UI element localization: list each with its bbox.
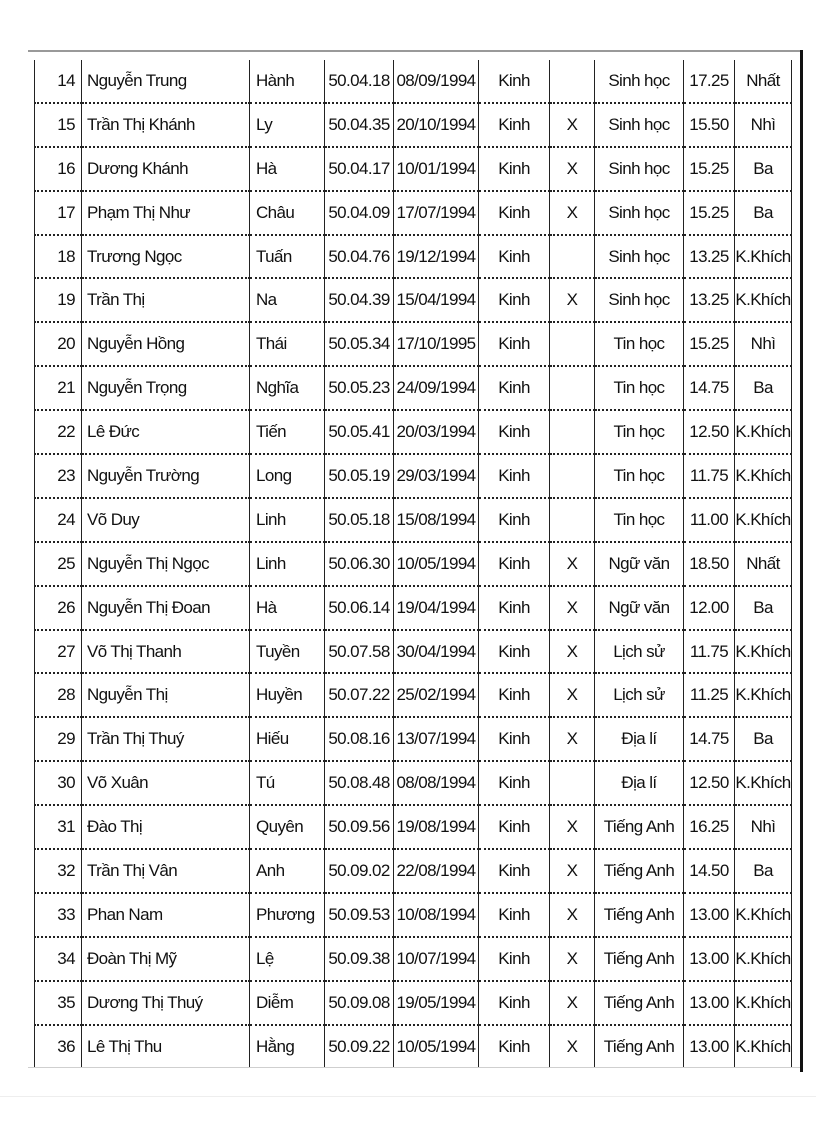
row-number-cell: 20: [35, 322, 82, 366]
award-cell: Nhất: [735, 542, 792, 586]
score-cell: 15.25: [684, 191, 735, 235]
candidate-number-cell: 50.09.02: [325, 849, 394, 893]
family-middle-name-cell: Đoàn Thị Mỹ: [82, 937, 250, 981]
ethnicity-cell: Kinh: [479, 278, 550, 322]
subject-cell: Tiếng Anh: [595, 849, 684, 893]
row-number-cell: 15: [35, 103, 82, 147]
score-cell: 13.00: [684, 981, 735, 1025]
table-row: [35, 849, 792, 893]
score-cell: 12.00: [684, 586, 735, 630]
table-row: [35, 498, 792, 542]
candidate-number-cell: 50.06.30: [325, 542, 394, 586]
family-middle-name-cell: Trần Thị: [82, 278, 250, 322]
score-cell: 14.75: [684, 366, 735, 410]
score-cell: 11.75: [684, 454, 735, 498]
score-cell: 12.50: [684, 410, 735, 454]
candidate-number-cell: 50.07.58: [325, 630, 394, 674]
family-middle-name-cell: Võ Duy: [82, 498, 250, 542]
score-cell: 13.25: [684, 278, 735, 322]
award-cell: K.Khích: [735, 235, 792, 279]
subject-cell: Tiếng Anh: [595, 981, 684, 1025]
subject-cell: Tiếng Anh: [595, 893, 684, 937]
ethnicity-cell: Kinh: [479, 717, 550, 761]
score-cell: 14.75: [684, 717, 735, 761]
award-cell: K.Khích: [735, 893, 792, 937]
female-mark-cell: [550, 454, 595, 498]
score-cell: 15.25: [684, 322, 735, 366]
row-number-cell: 18: [35, 235, 82, 279]
family-middle-name-cell: Nguyễn Thị Đoan: [82, 586, 250, 630]
female-mark-cell: X: [550, 586, 595, 630]
page-edge: [0, 1096, 816, 1097]
date-of-birth-cell: 15/08/1994: [394, 498, 479, 542]
female-mark-cell: [550, 322, 595, 366]
given-name-cell: Tuyền: [250, 630, 325, 674]
date-of-birth-cell: 10/08/1994: [394, 893, 479, 937]
candidate-number-cell: 50.08.16: [325, 717, 394, 761]
subject-cell: Sinh học: [595, 147, 684, 191]
table-row: [35, 630, 792, 674]
table-row: [35, 673, 792, 717]
ethnicity-cell: Kinh: [479, 630, 550, 674]
candidate-number-cell: 50.09.53: [325, 893, 394, 937]
family-middle-name-cell: Nguyễn Thị: [82, 673, 250, 717]
ethnicity-cell: Kinh: [479, 410, 550, 454]
row-number-cell: 14: [35, 60, 82, 103]
subject-cell: Sinh học: [595, 278, 684, 322]
ethnicity-cell: Kinh: [479, 542, 550, 586]
table-row: [35, 60, 792, 103]
row-number-cell: 25: [35, 542, 82, 586]
date-of-birth-cell: 20/10/1994: [394, 103, 479, 147]
table-row: [35, 278, 792, 322]
award-cell: Ba: [735, 147, 792, 191]
ethnicity-cell: Kinh: [479, 322, 550, 366]
date-of-birth-cell: 13/07/1994: [394, 717, 479, 761]
date-of-birth-cell: 29/03/1994: [394, 454, 479, 498]
award-cell: Nhì: [735, 805, 792, 849]
date-of-birth-cell: 17/10/1995: [394, 322, 479, 366]
given-name-cell: Hà: [250, 147, 325, 191]
family-middle-name-cell: Trần Thị Vân: [82, 849, 250, 893]
award-cell: K.Khích: [735, 937, 792, 981]
given-name-cell: Long: [250, 454, 325, 498]
award-cell: Nhất: [735, 60, 792, 103]
table-row: [35, 542, 792, 586]
given-name-cell: Phương: [250, 893, 325, 937]
female-mark-cell: X: [550, 147, 595, 191]
ethnicity-cell: Kinh: [479, 805, 550, 849]
score-cell: 11.75: [684, 630, 735, 674]
family-middle-name-cell: Nguyễn Trung: [82, 60, 250, 103]
given-name-cell: Thái: [250, 322, 325, 366]
given-name-cell: Linh: [250, 498, 325, 542]
row-number-cell: 24: [35, 498, 82, 542]
subject-cell: Sinh học: [595, 235, 684, 279]
award-cell: K.Khích: [735, 498, 792, 542]
row-number-cell: 21: [35, 366, 82, 410]
subject-cell: Tin học: [595, 366, 684, 410]
ethnicity-cell: Kinh: [479, 937, 550, 981]
date-of-birth-cell: 17/07/1994: [394, 191, 479, 235]
family-middle-name-cell: Trần Thị Thuý: [82, 717, 250, 761]
female-mark-cell: X: [550, 805, 595, 849]
row-number-cell: 36: [35, 1025, 82, 1068]
page-top-rule: [28, 50, 800, 52]
table-row: [35, 586, 792, 630]
family-middle-name-cell: Nguyễn Hồng: [82, 322, 250, 366]
candidate-number-cell: 50.05.34: [325, 322, 394, 366]
female-mark-cell: [550, 498, 595, 542]
candidate-number-cell: 50.04.76: [325, 235, 394, 279]
ethnicity-cell: Kinh: [479, 893, 550, 937]
family-middle-name-cell: Dương Khánh: [82, 147, 250, 191]
row-number-cell: 31: [35, 805, 82, 849]
date-of-birth-cell: 24/09/1994: [394, 366, 479, 410]
row-number-cell: 19: [35, 278, 82, 322]
given-name-cell: Quyên: [250, 805, 325, 849]
subject-cell: Tin học: [595, 498, 684, 542]
given-name-cell: Hà: [250, 586, 325, 630]
ethnicity-cell: Kinh: [479, 981, 550, 1025]
subject-cell: Sinh học: [595, 191, 684, 235]
ethnicity-cell: Kinh: [479, 498, 550, 542]
date-of-birth-cell: 10/05/1994: [394, 542, 479, 586]
row-number-cell: 23: [35, 454, 82, 498]
female-mark-cell: X: [550, 981, 595, 1025]
candidate-number-cell: 50.05.19: [325, 454, 394, 498]
row-number-cell: 33: [35, 893, 82, 937]
date-of-birth-cell: 10/05/1994: [394, 1025, 479, 1068]
award-list-body: [35, 60, 792, 1068]
row-number-cell: 22: [35, 410, 82, 454]
ethnicity-cell: Kinh: [479, 849, 550, 893]
date-of-birth-cell: 19/12/1994: [394, 235, 479, 279]
date-of-birth-cell: 10/07/1994: [394, 937, 479, 981]
given-name-cell: Ly: [250, 103, 325, 147]
score-cell: 15.50: [684, 103, 735, 147]
candidate-number-cell: 50.04.35: [325, 103, 394, 147]
award-cell: K.Khích: [735, 761, 792, 805]
family-middle-name-cell: Dương Thị Thuý: [82, 981, 250, 1025]
table-row: [35, 147, 792, 191]
table-row: [35, 454, 792, 498]
ethnicity-cell: Kinh: [479, 147, 550, 191]
table-row: [35, 1025, 792, 1068]
date-of-birth-cell: 19/04/1994: [394, 586, 479, 630]
family-middle-name-cell: Trương Ngọc: [82, 235, 250, 279]
table-row: [35, 366, 792, 410]
score-cell: 16.25: [684, 805, 735, 849]
given-name-cell: Huyền: [250, 673, 325, 717]
date-of-birth-cell: 22/08/1994: [394, 849, 479, 893]
ethnicity-cell: Kinh: [479, 191, 550, 235]
date-of-birth-cell: 20/03/1994: [394, 410, 479, 454]
award-cell: Nhì: [735, 322, 792, 366]
female-mark-cell: X: [550, 103, 595, 147]
table-row: [35, 191, 792, 235]
given-name-cell: Tuấn: [250, 235, 325, 279]
ethnicity-cell: Kinh: [479, 235, 550, 279]
ethnicity-cell: Kinh: [479, 586, 550, 630]
ethnicity-cell: Kinh: [479, 761, 550, 805]
given-name-cell: Hành: [250, 60, 325, 103]
row-number-cell: 28: [35, 673, 82, 717]
female-mark-cell: [550, 60, 595, 103]
score-cell: 14.50: [684, 849, 735, 893]
score-cell: 11.00: [684, 498, 735, 542]
score-cell: 13.00: [684, 937, 735, 981]
subject-cell: Tin học: [595, 454, 684, 498]
award-cell: Ba: [735, 366, 792, 410]
award-list-table: [34, 60, 792, 1068]
given-name-cell: Hằng: [250, 1025, 325, 1068]
date-of-birth-cell: 08/08/1994: [394, 761, 479, 805]
table-row: [35, 761, 792, 805]
ethnicity-cell: Kinh: [479, 103, 550, 147]
candidate-number-cell: 50.04.39: [325, 278, 394, 322]
score-cell: 13.00: [684, 893, 735, 937]
female-mark-cell: X: [550, 630, 595, 674]
award-cell: K.Khích: [735, 981, 792, 1025]
candidate-number-cell: 50.09.08: [325, 981, 394, 1025]
score-cell: 13.00: [684, 1025, 735, 1068]
score-cell: 18.50: [684, 542, 735, 586]
given-name-cell: Tú: [250, 761, 325, 805]
award-cell: K.Khích: [735, 454, 792, 498]
ethnicity-cell: Kinh: [479, 60, 550, 103]
family-middle-name-cell: Võ Xuân: [82, 761, 250, 805]
female-mark-cell: X: [550, 717, 595, 761]
given-name-cell: Na: [250, 278, 325, 322]
subject-cell: Địa lí: [595, 717, 684, 761]
page-bottom-rule: [28, 1067, 800, 1068]
given-name-cell: Châu: [250, 191, 325, 235]
female-mark-cell: [550, 761, 595, 805]
female-mark-cell: X: [550, 1025, 595, 1068]
table-row: [35, 805, 792, 849]
family-middle-name-cell: Nguyễn Trường: [82, 454, 250, 498]
subject-cell: Sinh học: [595, 103, 684, 147]
table-row: [35, 893, 792, 937]
date-of-birth-cell: 30/04/1994: [394, 630, 479, 674]
subject-cell: Tiếng Anh: [595, 1025, 684, 1068]
candidate-number-cell: 50.04.17: [325, 147, 394, 191]
female-mark-cell: [550, 235, 595, 279]
candidate-number-cell: 50.05.18: [325, 498, 394, 542]
female-mark-cell: [550, 366, 595, 410]
given-name-cell: Diễm: [250, 981, 325, 1025]
ethnicity-cell: Kinh: [479, 673, 550, 717]
candidate-number-cell: 50.09.38: [325, 937, 394, 981]
award-cell: K.Khích: [735, 1025, 792, 1068]
family-middle-name-cell: Lê Đức: [82, 410, 250, 454]
candidate-number-cell: 50.08.48: [325, 761, 394, 805]
given-name-cell: Tiến: [250, 410, 325, 454]
given-name-cell: Linh: [250, 542, 325, 586]
award-cell: K.Khích: [735, 278, 792, 322]
female-mark-cell: X: [550, 278, 595, 322]
date-of-birth-cell: 25/02/1994: [394, 673, 479, 717]
score-cell: 15.25: [684, 147, 735, 191]
candidate-number-cell: 50.04.18: [325, 60, 394, 103]
date-of-birth-cell: 10/01/1994: [394, 147, 479, 191]
female-mark-cell: X: [550, 542, 595, 586]
table-row: [35, 717, 792, 761]
candidate-number-cell: 50.05.23: [325, 366, 394, 410]
date-of-birth-cell: 19/05/1994: [394, 981, 479, 1025]
subject-cell: Tin học: [595, 322, 684, 366]
row-number-cell: 32: [35, 849, 82, 893]
award-cell: K.Khích: [735, 410, 792, 454]
award-cell: K.Khích: [735, 630, 792, 674]
date-of-birth-cell: 08/09/1994: [394, 60, 479, 103]
table-row: [35, 103, 792, 147]
row-number-cell: 26: [35, 586, 82, 630]
table-row: [35, 410, 792, 454]
row-number-cell: 29: [35, 717, 82, 761]
given-name-cell: Hiếu: [250, 717, 325, 761]
ethnicity-cell: Kinh: [479, 454, 550, 498]
family-middle-name-cell: Phạm Thị Như: [82, 191, 250, 235]
subject-cell: Lịch sử: [595, 630, 684, 674]
table-row: [35, 235, 792, 279]
row-number-cell: 17: [35, 191, 82, 235]
female-mark-cell: X: [550, 893, 595, 937]
given-name-cell: Lệ: [250, 937, 325, 981]
date-of-birth-cell: 19/08/1994: [394, 805, 479, 849]
award-cell: Nhì: [735, 103, 792, 147]
family-middle-name-cell: Nguyễn Thị Ngọc: [82, 542, 250, 586]
family-middle-name-cell: Đào Thị: [82, 805, 250, 849]
date-of-birth-cell: 15/04/1994: [394, 278, 479, 322]
score-cell: 12.50: [684, 761, 735, 805]
subject-cell: Lịch sử: [595, 673, 684, 717]
family-middle-name-cell: Phan Nam: [82, 893, 250, 937]
female-mark-cell: X: [550, 191, 595, 235]
given-name-cell: Anh: [250, 849, 325, 893]
ethnicity-cell: Kinh: [479, 1025, 550, 1068]
candidate-number-cell: 50.09.56: [325, 805, 394, 849]
subject-cell: Sinh học: [595, 60, 684, 103]
female-mark-cell: X: [550, 849, 595, 893]
row-number-cell: 27: [35, 630, 82, 674]
subject-cell: Địa lí: [595, 761, 684, 805]
given-name-cell: Nghĩa: [250, 366, 325, 410]
table-row: [35, 981, 792, 1025]
score-cell: 13.25: [684, 235, 735, 279]
subject-cell: Ngữ văn: [595, 542, 684, 586]
row-number-cell: 30: [35, 761, 82, 805]
female-mark-cell: [550, 410, 595, 454]
candidate-number-cell: 50.06.14: [325, 586, 394, 630]
family-middle-name-cell: Lê Thị Thu: [82, 1025, 250, 1068]
award-cell: K.Khích: [735, 673, 792, 717]
subject-cell: Ngữ văn: [595, 586, 684, 630]
candidate-number-cell: 50.07.22: [325, 673, 394, 717]
award-cell: Ba: [735, 191, 792, 235]
candidate-number-cell: 50.04.09: [325, 191, 394, 235]
table-row: [35, 937, 792, 981]
subject-cell: Tiếng Anh: [595, 937, 684, 981]
award-cell: Ba: [735, 586, 792, 630]
ethnicity-cell: Kinh: [479, 366, 550, 410]
subject-cell: Tiếng Anh: [595, 805, 684, 849]
female-mark-cell: X: [550, 937, 595, 981]
family-middle-name-cell: Trần Thị Khánh: [82, 103, 250, 147]
row-number-cell: 16: [35, 147, 82, 191]
female-mark-cell: X: [550, 673, 595, 717]
table-row: [35, 322, 792, 366]
row-number-cell: 34: [35, 937, 82, 981]
row-number-cell: 35: [35, 981, 82, 1025]
subject-cell: Tin học: [595, 410, 684, 454]
family-middle-name-cell: Nguyễn Trọng: [82, 366, 250, 410]
award-cell: Ba: [735, 849, 792, 893]
award-cell: Ba: [735, 717, 792, 761]
candidate-number-cell: 50.09.22: [325, 1025, 394, 1068]
score-cell: 11.25: [684, 673, 735, 717]
page-right-border: [800, 50, 803, 1072]
family-middle-name-cell: Võ Thị Thanh: [82, 630, 250, 674]
candidate-number-cell: 50.05.41: [325, 410, 394, 454]
score-cell: 17.25: [684, 60, 735, 103]
